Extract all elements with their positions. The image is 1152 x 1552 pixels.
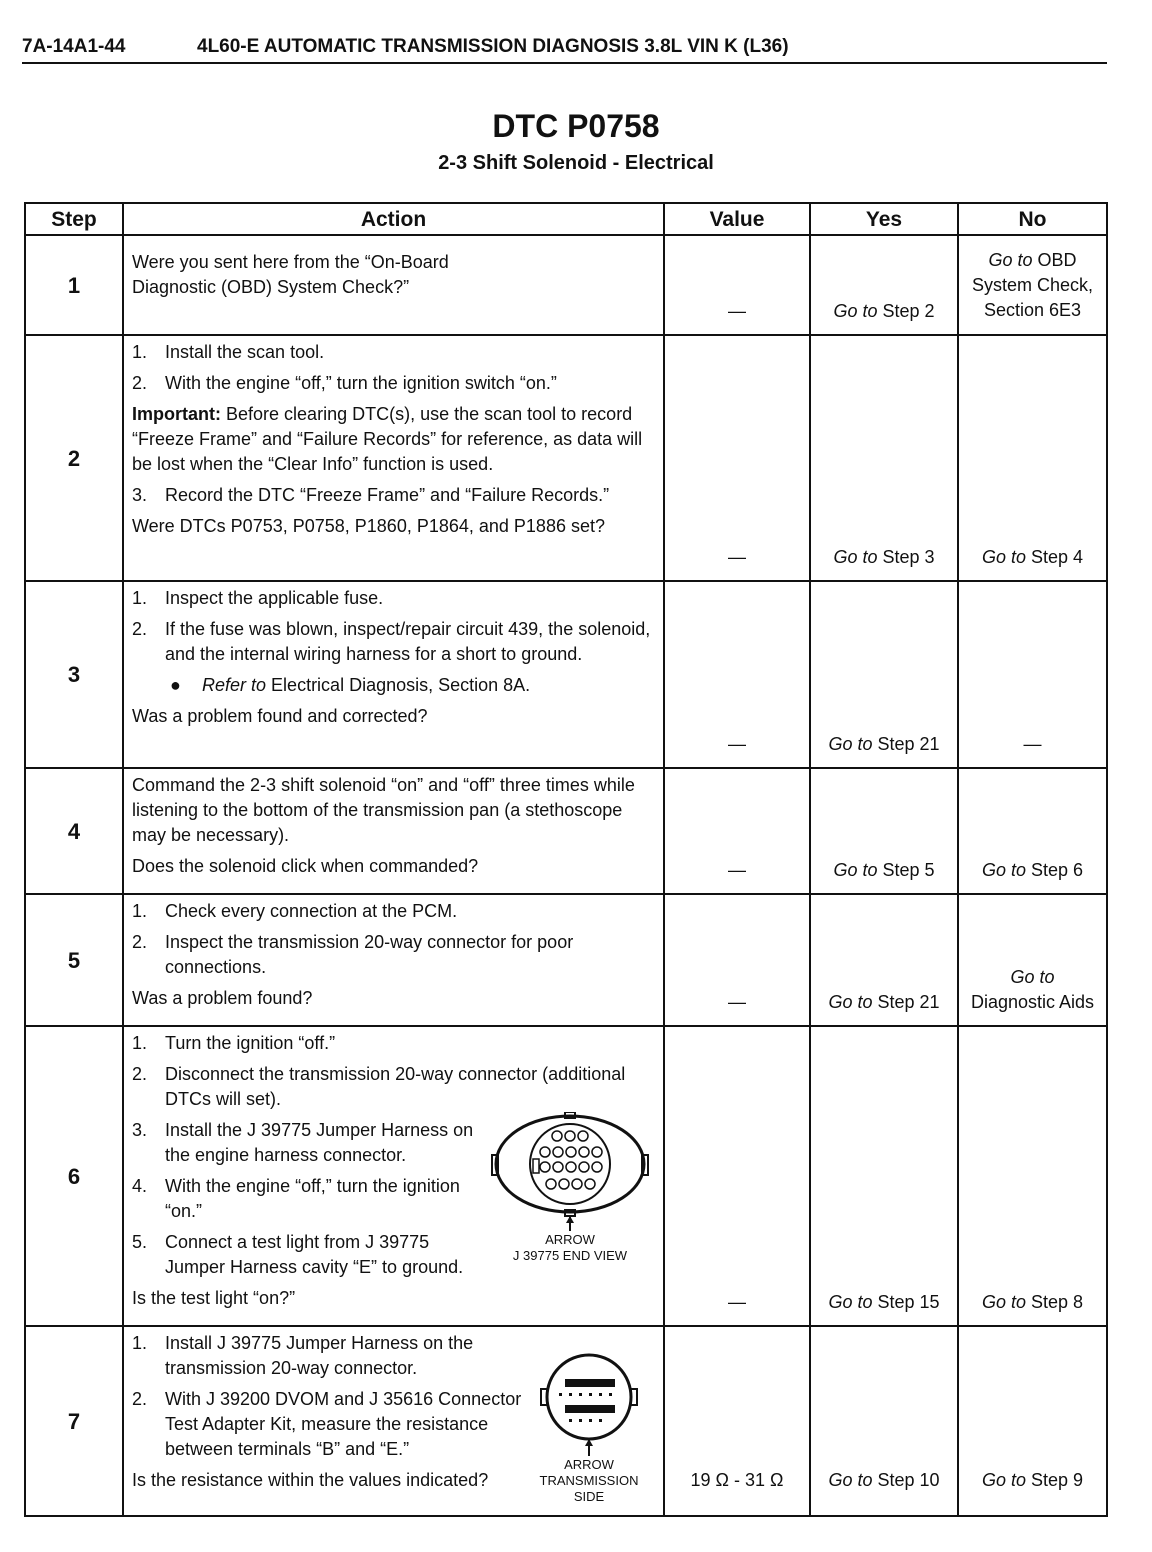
steps-with-figure xyxy=(132,1112,655,1280)
action-item: 1. Turn the ignition “off.” xyxy=(132,1033,336,1053)
table-row xyxy=(25,894,1107,1026)
yes-cell: Go to Step 21 xyxy=(810,581,958,768)
no-target: OBD System Check, Section 6E3 xyxy=(971,250,1094,320)
column-header-action: Action xyxy=(123,203,664,235)
step-number: 6 xyxy=(25,1026,123,1326)
action-item: 3. Record the DTC “Freeze Frame” and “Failure Records.” xyxy=(132,485,610,505)
value-cell: — xyxy=(664,894,810,1026)
action-item: 2. If the fuse was blown, inspect/repair circuit 439, the solenoid, and the internal wiring harness for a short to ground. xyxy=(132,619,651,664)
step-number: 4 xyxy=(25,768,123,894)
value-cell: — xyxy=(664,1026,810,1326)
figure-caption: J 39775 END VIEW xyxy=(512,1248,628,1263)
yes-target: Step 2 xyxy=(882,301,935,321)
step-action xyxy=(123,894,664,1026)
no-cell: Go to Step 8 xyxy=(958,1026,1107,1326)
goto-label: Go to xyxy=(988,250,1033,270)
no-cell: Go to Step 4 xyxy=(958,335,1107,581)
yes-cell: Go to Step 5 xyxy=(810,768,958,894)
value-cell: 19 Ω - 31 Ω xyxy=(664,1326,810,1516)
action-text: Were you sent here from the “On-Board Diagnostic (OBD) System Check?” xyxy=(132,252,449,297)
yes-cell: Go to Step 15 xyxy=(810,1026,958,1326)
table-row xyxy=(25,581,1107,768)
no-target: Step 8 xyxy=(1031,1292,1084,1312)
action-bullet: ● Refer to Electrical Diagnosis, Section 8A. xyxy=(170,675,531,695)
step-action xyxy=(123,335,664,581)
yes-target: Step 3 xyxy=(882,547,935,567)
table-header-row xyxy=(25,203,1107,235)
no-cell xyxy=(958,235,1107,335)
diagnostic-table xyxy=(24,202,1108,1517)
table-row xyxy=(25,768,1107,894)
step-action xyxy=(123,581,664,768)
action-question: Does the solenoid click when commanded? xyxy=(132,856,479,876)
yes-cell: Go to Step 3 xyxy=(810,335,958,581)
table-row xyxy=(25,335,1107,581)
page-number: 7A-14A1-44 xyxy=(22,36,126,57)
yes-cell xyxy=(810,235,958,335)
action-question: Is the test light “on?” xyxy=(132,1288,296,1308)
action-question: Were DTCs P0753, P0758, P1860, P1864, and P1886 set? xyxy=(132,516,605,536)
action-item: 5. Connect a test light from J 39775 Jumper Harness cavity “E” to ground. xyxy=(132,1232,464,1277)
action-question: Was a problem found? xyxy=(132,988,313,1008)
action-item: 2. Disconnect the transmission 20-way connector (additional DTCs will set). xyxy=(132,1064,626,1109)
yes-cell: Go to Step 10 xyxy=(810,1326,958,1516)
no-cell: Go to Diagnostic Aids xyxy=(958,894,1107,1026)
action-item: 2. With J 39200 DVOM and J 35616 Connector Test Adapter Kit, measure the resistance between terminals “B” and “E.” xyxy=(132,1389,522,1459)
section-title: 4L60-E AUTOMATIC TRANSMISSION DIAGNOSIS 3.8L VIN K (L36) xyxy=(197,36,789,57)
column-header-no: No xyxy=(958,203,1107,235)
steps-with-figure xyxy=(132,1331,655,1505)
connector-end-view-figure xyxy=(485,1112,655,1280)
column-header-value: Value xyxy=(664,203,810,235)
action-item: 3. Install the J 39775 Jumper Harness on the engine harness connector. xyxy=(132,1120,474,1165)
yes-target: Step 10 xyxy=(877,1470,940,1490)
step-number: 2 xyxy=(25,335,123,581)
dtc-subtitle: 2-3 Shift Solenoid - Electrical xyxy=(438,152,714,174)
connector-diagram-icon xyxy=(539,1353,639,1457)
connector-diagram-icon xyxy=(487,1112,653,1232)
action-item: 1. Install J 39775 Jumper Harness on the transmission 20-way connector. xyxy=(132,1333,474,1378)
goto-label: Go to xyxy=(833,301,878,321)
step-number: 5 xyxy=(25,894,123,1026)
column-header-step: Step xyxy=(25,203,123,235)
value-cell: — xyxy=(664,335,810,581)
column-header-yes: Yes xyxy=(810,203,958,235)
figure-arrow-label: ARROW xyxy=(564,1457,614,1472)
important-note: Important: Before clearing DTC(s), use the scan tool to record “Freeze Frame” and “Failure Records” for reference, as data will be lost when the “Clear Info” function is used. xyxy=(132,404,643,474)
action-item: 4. With the engine “off,” turn the ignition “on.” xyxy=(132,1176,460,1221)
table-row xyxy=(25,235,1107,335)
action-question: Was a problem found and corrected? xyxy=(132,706,428,726)
value-cell: — xyxy=(664,768,810,894)
no-cell: Go to Step 9 xyxy=(958,1326,1107,1516)
step-action xyxy=(123,1026,664,1326)
figure-caption: TRANSMISSION SIDE xyxy=(539,1473,639,1504)
figure-arrow-label: ARROW xyxy=(545,1232,595,1247)
no-target: Step 4 xyxy=(1031,547,1084,567)
no-cell: Go to Step 6 xyxy=(958,768,1107,894)
action-item: 1. Check every connection at the PCM. xyxy=(132,901,458,921)
action-item: 2. Inspect the transmission 20-way connector for poor connections. xyxy=(132,932,574,977)
dtc-code: DTC P0758 xyxy=(492,108,660,144)
action-item: 2. With the engine “off,” turn the ignition switch “on.” xyxy=(132,373,557,393)
step-action xyxy=(123,768,664,894)
action-text: Command the 2-3 shift solenoid “on” and “off” three times while listening to the bottom of the transmission pan (a stethoscope may be necessary). xyxy=(132,775,635,845)
value-cell: — xyxy=(664,581,810,768)
yes-target: Step 21 xyxy=(877,992,940,1012)
no-target: Step 9 xyxy=(1031,1470,1084,1490)
no-target: Diagnostic Aids xyxy=(970,992,1095,1012)
table-row xyxy=(25,1026,1107,1326)
step-number: 7 xyxy=(25,1326,123,1516)
table-row xyxy=(25,1326,1107,1516)
action-item: 1. Inspect the applicable fuse. xyxy=(132,588,384,608)
yes-target: Step 15 xyxy=(877,1292,940,1312)
yes-target: Step 21 xyxy=(877,734,940,754)
step-action xyxy=(123,1326,664,1516)
value-cell: — xyxy=(664,235,810,335)
yes-cell: Go to Step 21 xyxy=(810,894,958,1026)
action-item: 1. Install the scan tool. xyxy=(132,342,325,362)
yes-target: Step 5 xyxy=(882,860,935,880)
step-number: 3 xyxy=(25,581,123,768)
transmission-side-figure xyxy=(523,1331,655,1505)
step-action xyxy=(123,235,664,335)
no-target: Step 6 xyxy=(1031,860,1084,880)
no-cell: — xyxy=(958,581,1107,768)
action-question: Is the resistance within the values indicated? xyxy=(132,1470,489,1490)
page-header xyxy=(22,34,1107,64)
step-number: 1 xyxy=(25,235,123,335)
